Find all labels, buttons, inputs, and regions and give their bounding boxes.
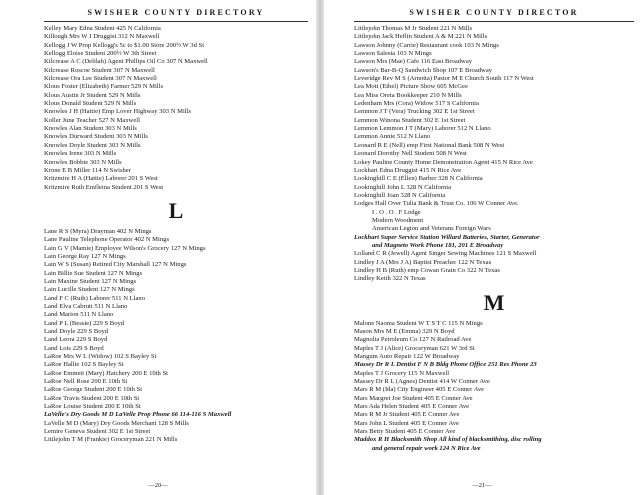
directory-entry: LaRoe Louise Student 200 E 10th St — [44, 403, 141, 411]
directory-entry: Mars Ada Helen Student 405 E Conner Ave — [354, 403, 470, 411]
directory-entry: Land Leora 229 S Boyd — [44, 336, 108, 344]
directory-entry: Mangum Auto Repair 122 W Broadway — [354, 353, 460, 361]
directory-entry: I . O . O . F Lodge — [372, 208, 421, 216]
directory-entry: Kellogg Eloise Student 200½ W 3th Street — [44, 50, 157, 58]
directory-entry: Lookinghill Joan 328 N California — [354, 191, 446, 199]
directory-entry: Ledenham Mrs (Cora) Widow 517 S California — [354, 100, 479, 108]
right-page — [324, 0, 640, 495]
directory-entry: Mars Betty Student 405 E Conner Ave — [354, 428, 456, 436]
directory-entry: Lemmon J T (Vera) Trucking 302 E 1st Street — [354, 108, 475, 116]
directory-entry: Modern Woodment — [372, 216, 424, 224]
directory-entry: Lodges Hall Over Tulia Bank & Trust Co. 106 W Conner Ave. — [354, 200, 519, 208]
directory-entry: Land Lois 229 S Boyd — [44, 344, 104, 352]
directory-entry: Klous Foster (Elizabeth) Farmer 529 N Mills — [44, 83, 164, 91]
directory-entry: Land F C (Ruth) Laborer 511 N Llano — [44, 294, 146, 302]
entries-l-continued — [354, 25, 634, 284]
directory-entry: Koller June Teacher 527 N Maxwell — [44, 116, 140, 124]
page-number-right: —21— — [472, 482, 492, 489]
directory-entry: Lemmon Annie 512 N Llano — [354, 133, 431, 141]
directory-entry: Littlejohn Thomas M Jr Student 221 N Mills — [354, 25, 473, 32]
directory-entry: Lindley H B (Ruth) emp Cowan Grain Co 322 N Texas — [354, 266, 500, 274]
advertisement-line: and general repair work 124 N Rice Ave — [372, 444, 481, 452]
running-head-right: SWISHER COUNTY DIRECTOR — [409, 8, 579, 17]
directory-entry: Land Doyle 229 S Boyd — [44, 328, 109, 335]
directory-entry: American Legion and Veterans Foreign Wars — [372, 225, 491, 233]
directory-entry: Kilcrease Roscoe Student 307 N Maxwell — [44, 66, 155, 74]
head-rule-left — [44, 21, 308, 22]
directory-entry: Mars Margret Joe Student 405 E Conner Ave — [354, 394, 473, 402]
entries-k — [44, 25, 308, 192]
directory-entry: Knowles Irene 303 N Mills — [44, 150, 117, 158]
page-number-left: —20— — [148, 482, 168, 489]
directory-entry: Krone E B Miller 114 N Swisher — [44, 166, 131, 174]
directory-entry: Knowles Doyle Student 303 N Mills — [44, 141, 141, 149]
directory-entry: Lea Miss Oreta Bookkeeper 210 N Mills — [354, 91, 462, 99]
directory-entry: LaVelle M D (Mary) Dry Goods Merchant 128 S Mills — [44, 419, 189, 427]
directory-entry: Lemmon Winona Student 302 E 1st Street — [354, 116, 466, 124]
directory-entry: Knowles Alan Student 303 N Mills — [44, 125, 137, 133]
book-gutter — [316, 0, 324, 495]
directory-entry: Kritzmire H A (Hattie) Laborer 201 S West — [44, 175, 158, 183]
directory-entry: Massey Dr R L (Agnes) Dentist 414 W Conner Ave — [354, 378, 490, 386]
directory-entry: Land P L (Bessie) 229 S Boyd — [44, 319, 125, 327]
directory-entry: Maples T J (Alice) Groceryman 621 W 3rd St — [354, 344, 475, 352]
directory-entry: LaRoe Hallie 102 S Bayley St — [44, 361, 124, 369]
directory-entry: Lain George Ray 127 N Mings — [44, 252, 126, 260]
directory-entry: Lokey Pauline County Home Demonstration Agent 415 N Rice Ave — [354, 158, 533, 166]
directory-entry: LaRoe Emmett (Mary) Hatchery 200 E 10th St — [44, 369, 168, 377]
directory-entry: Mason Mrs M E (Emma) 329 N Boyd — [354, 328, 455, 335]
directory-entry: Kilcrease A C (Delilah) Agent Phillips Oil Co 307 N Maxwell — [44, 58, 208, 66]
directory-entry: Lawson Mrs (Mae) Cafe 116 East Broadway — [354, 58, 473, 66]
directory-entry: Kelley Mary Edna Student 425 N California — [44, 25, 161, 32]
left-page — [0, 0, 316, 495]
directory-entry: Lane Pauline Telephone Operator 402 N Mings — [44, 236, 170, 244]
directory-entry: Lain Maxine Student 127 N Mings — [44, 277, 137, 285]
directory-entry: Leonard Dorothy Nell Student 508 N West — [354, 150, 467, 158]
directory-entry: Lookinghill C E (Ellen) Barber 328 N California — [354, 175, 483, 183]
directory-entry: Lain Billie Sue Student 127 N Mings — [44, 269, 143, 277]
directory-entry: LaRoe Nell Rose 200 E 10th St — [44, 378, 128, 386]
directory-entry: Killough Mrs W J Druggist 312 N Maxwell — [44, 33, 160, 41]
directory-entry: Lea Mott (Ethel) Picture Show 605 McGee — [354, 83, 468, 91]
directory-entry: Kritzmire Ruth Emfleina Student 201 S West — [44, 183, 164, 191]
directory-entry: Leveridge Rev M S (Arnotta) Pastor M E Church South 117 N West — [354, 75, 534, 83]
directory-entry: Lawson's Bar-B-Q Sandwich Shop 107 E Broadway — [354, 66, 493, 74]
entries-l — [44, 228, 308, 445]
directory-entry: Maples T J Grocery 115 N Maxwell — [354, 369, 450, 377]
advertisement-line: LaVelle's Dry Goods M D LaVelle Prop Phone 66 114-116 S Maxwell — [44, 411, 232, 419]
advertisement-line: and Magneto Work Phone 181, 201 E Broadway — [372, 241, 504, 249]
directory-entry: Malone Naoma Student W T S T C 115 N Mings — [354, 319, 483, 327]
advertisement-line: Maddox R H Blacksmith Shop All kind of blacksmithing, disc rolling — [354, 436, 542, 444]
directory-entry: Knowles Bobbie 303 N Mills — [44, 158, 122, 166]
directory-entry: Mars John L Student 405 E Conner Ave — [354, 419, 459, 427]
directory-entry: Leonard R E (Nell) emp First National Bank 508 N West — [354, 141, 505, 149]
directory-entry: Mars R M Jr Student 405 E Conner Ave — [354, 411, 460, 419]
directory-entry: Mars R M (Ida) City Engineer 405 E Conner Ave — [354, 386, 485, 394]
directory-entry: Littlejohn T M (Frankie) Groceryman 221 N Mills — [44, 436, 178, 444]
directory-entry: Magnolia Petroleum Co 127 N Railroad Ave — [354, 336, 472, 344]
directory-entry: Lindley J A (Mrs J A) Baptist Preacher 122 N Texas — [354, 258, 492, 266]
directory-entry: Lemmon Lemmon J T (Mary) Laborer 512 N Llano — [354, 125, 491, 133]
directory-entry: LaRoe George Student 200 E 10th St — [44, 386, 143, 394]
directory-entry: Land Elva Cabrutt 511 N Llano — [44, 302, 128, 310]
directory-entry: Lockhart Edna Druggist 415 N Rice Ave — [354, 166, 462, 174]
directory-entry: LaRoe Mrs W L (Widow) 102 S Bayley St — [44, 353, 157, 361]
directory-entry: Lain G V (Mamie) Employee Wilson's Grocery 127 N Mings — [44, 244, 206, 252]
directory-entry: Kellogg J W Prop Kellogg's 5c to $1.00 Store 200½ W 3d St — [44, 41, 205, 49]
directory-entry: Lain W S (Susan) Retired City Marshall 127 N Mings — [44, 261, 187, 269]
directory-entry: Lolland C R (Jewell) Agent Singer Sewing Machines 121 S Maxwell — [354, 250, 537, 258]
directory-entry: Klous Donald Student 529 N Mills — [44, 100, 137, 108]
advertisement-line: Lockhart Super Service Station Willard Batteries, Starter, Generator — [354, 233, 540, 241]
directory-entry: Knowles Durward Student 303 N Mills — [44, 133, 148, 141]
directory-entry: Kilcrease Ora Lee Student 307 N Maxwell — [44, 75, 157, 83]
running-head-left: SWISHER COUNTY DIRECTORY — [87, 8, 265, 17]
directory-entry: LaRoe Travis Student 200 E 10th St — [44, 394, 140, 402]
section-letter-m: M — [483, 289, 505, 315]
advertisement-line: Massey Dr R L Dentist F N B Bldg Phone Office 251 Res Phone 23 — [354, 361, 537, 369]
directory-entry: Lookinghill John L 328 N California — [354, 183, 452, 191]
directory-entry: Lawson Salesta 103 N Mings — [354, 50, 432, 58]
directory-entry: Lane R S (Myra) Drayman 402 N Mings — [44, 227, 152, 235]
section-letter-l: L — [168, 197, 184, 223]
directory-entry: Littlejohn Jack Heflin Student A & M 221 N Mills — [354, 33, 488, 41]
directory-entry: Lindley Keith 322 N Texas — [354, 275, 426, 283]
head-rule-right — [354, 21, 634, 22]
directory-entry: Klous Austin Jr Student 529 N Mills — [44, 91, 141, 99]
directory-entry: Knowles J H (Hattie) Emp Lover Highway 303 N Mills — [44, 108, 192, 116]
directory-entry: Lain Lucille Student 127 N Mings — [44, 286, 135, 294]
directory-entry: Lawson Johnny (Carrie) Restaurant cook 103 N Mings — [354, 41, 499, 49]
entries-m — [354, 320, 634, 454]
directory-entry: Land Marion 511 N Llano — [44, 311, 114, 319]
directory-entry: Lemire Geneva Student 302 E 1st Street — [44, 428, 151, 436]
